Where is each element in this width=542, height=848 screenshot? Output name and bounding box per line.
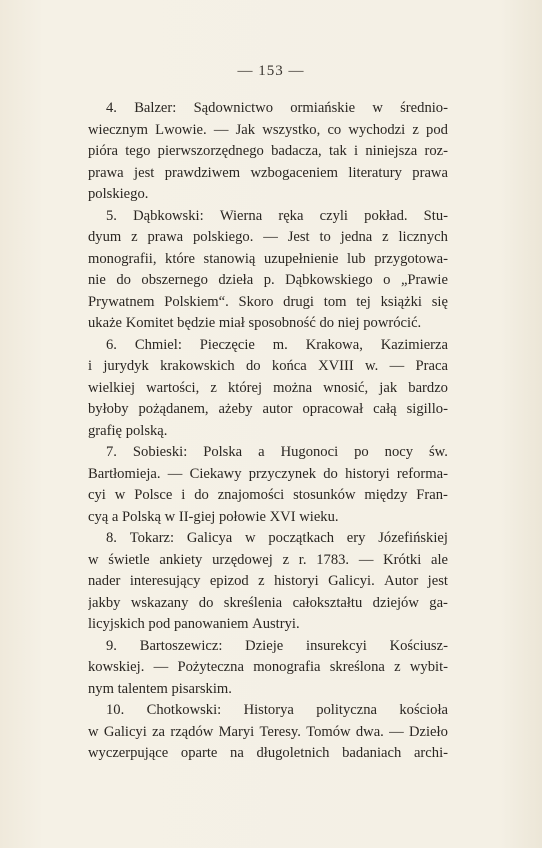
text-line: licyjskich pod panowaniem Austryi. bbox=[88, 616, 300, 632]
text-line: 10. Chotkowski: Historya polityczna kościoła bbox=[106, 702, 448, 718]
text-line: monografii, które stanowią uzupełnienie lub przygotowa- bbox=[88, 250, 448, 267]
text-line: cyi w Polsce i do znajomości stosunków między Fran- bbox=[88, 487, 448, 503]
text-line: 8. Tokarz: Galicya w początkach ery Józefińskiej bbox=[106, 530, 448, 546]
text-line: ukaże Komitet będzie miał sposobność do niej powrócić. bbox=[88, 315, 422, 331]
text-line: Bartłomieja. — Ciekawy przyczynek do historyi reforma- bbox=[88, 465, 448, 482]
text-line: polskiego. bbox=[88, 186, 149, 202]
text-line: grafię polską. bbox=[88, 422, 168, 439]
text-line: kowskiej. — Pożyteczna monografia skreślona z wybit- bbox=[88, 659, 448, 675]
text-line: prawa jest prawdziwem wzbogaceniem literatury prawa bbox=[88, 164, 448, 181]
text-line: w świetle ankiety urzędowej z r. 1783. — Krótki ale bbox=[88, 551, 448, 568]
text-line: cyą a Polską w II-giej połowie XVI wieku. bbox=[88, 508, 339, 525]
text-line: i jurydyk krakowskich do końca XVIII w. — Praca bbox=[88, 358, 448, 374]
text-line: 6. Chmiel: Pieczęcie m. Krakowa, Kazimierza bbox=[106, 336, 448, 353]
text-line: nym talentem pisarskim. bbox=[88, 680, 232, 697]
text-line: wiecznym Lwowie. — Jak wszystko, co wychodzi z pod bbox=[88, 121, 448, 138]
text-line: byłoby pożądanem, ażeby autor opracował całą sigillo- bbox=[88, 401, 448, 417]
text-line: wyczerpujące oparte na długoletnich badaniach archi- bbox=[88, 745, 448, 761]
body-text bbox=[88, 98, 448, 765]
text-line: wielkiej wartości, z której można wnosić, jak bardzo bbox=[88, 379, 448, 396]
text-line: w Galicyi za rządów Maryi Teresy. Tomów dwa. — Dzieło bbox=[88, 723, 448, 740]
text-line: dyum z prawa polskiego. — Jest to jedna z licznych bbox=[88, 229, 448, 245]
text-line: 9. Bartoszewicz: Dzieje insurekcyi Kościusz- bbox=[106, 637, 448, 654]
page-number: — 153 — bbox=[237, 63, 305, 79]
text-line: Prywatnem Polskiem“. Skoro drugi tom tej książki się bbox=[88, 293, 448, 310]
text-line: 5. Dąbkowski: Wierna ręka czyli pokład. Stu- bbox=[106, 207, 448, 224]
text-line: pióra tego pierwszorzędnego badacza, tak i niniejsza roz- bbox=[88, 143, 448, 159]
text-line: nie do obszernego dzieła p. Dąbkowskiego o „Prawie bbox=[88, 272, 448, 288]
text-line: 4. Balzer: Sądownictwo ormiańskie w średnio- bbox=[106, 100, 448, 116]
text-line: nader interesujący epizod z historyi Galicyi. Autor jest bbox=[88, 573, 448, 589]
text-line: 7. Sobieski: Polska a Hugonoci po nocy św. bbox=[106, 444, 448, 460]
text-line: jakby wskazany do skreślenia całokształtu dziejów ga- bbox=[88, 594, 448, 611]
